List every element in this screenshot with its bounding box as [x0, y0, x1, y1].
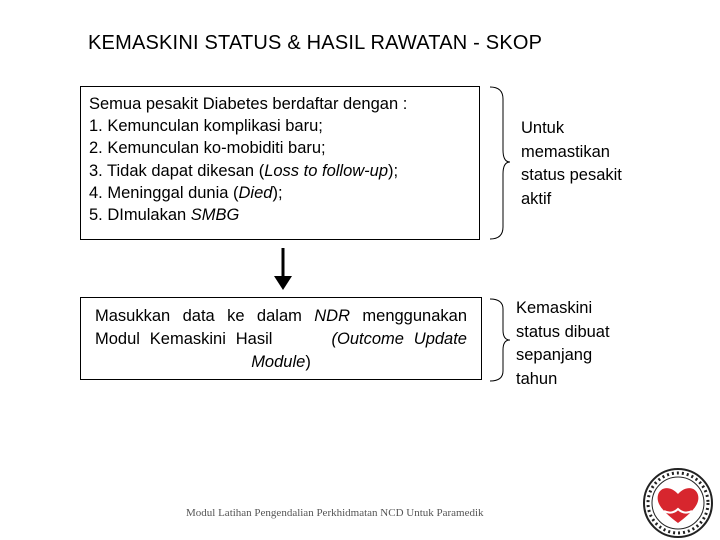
- purpose-line: aktif: [521, 189, 552, 208]
- criteria-item-2: 2. Kemunculan ko-mobiditi baru;: [89, 139, 326, 158]
- update-box: Masukkan data ke dalam NDR menggunakan Modul Kemaskini Hasil (Outcome Update Module): [80, 297, 482, 380]
- right-brace-icon: [490, 87, 510, 239]
- timing-line: tahun: [516, 369, 558, 388]
- criteria-item-5: 5. DImulakan SMBG: [89, 206, 240, 225]
- timing-line: sepanjang: [516, 346, 593, 364]
- timing-note: [516, 297, 610, 391]
- page-title: KEMASKINI STATUS & HASIL RAWATAN - SKOP: [88, 32, 543, 54]
- purpose-line: status pesakit: [521, 166, 622, 184]
- purpose-line: memastikan: [521, 142, 610, 161]
- down-arrow-icon: [274, 248, 292, 290]
- health-ministry-heart-logo: [640, 465, 716, 539]
- right-brace-icon: [490, 299, 510, 381]
- criteria-item-4: 4. Meninggal dunia (Died);: [89, 183, 283, 202]
- criteria-intro: Semua pesakit Diabetes berdaftar dengan :: [89, 95, 408, 113]
- criteria-item-1: 1. Kemunculan komplikasi baru;: [89, 117, 323, 136]
- purpose-note: [521, 117, 622, 211]
- timing-line: Kemaskini: [516, 299, 593, 317]
- purpose-line: Untuk: [521, 119, 565, 137]
- criteria-item-3: 3. Tidak dapat dikesan (Loss to follow-up);: [89, 161, 399, 180]
- timing-line: status dibuat: [516, 322, 610, 341]
- footer-text: Modul Latihan Pengendalian Perkhidmatan NCD Untuk Paramedik: [186, 507, 484, 519]
